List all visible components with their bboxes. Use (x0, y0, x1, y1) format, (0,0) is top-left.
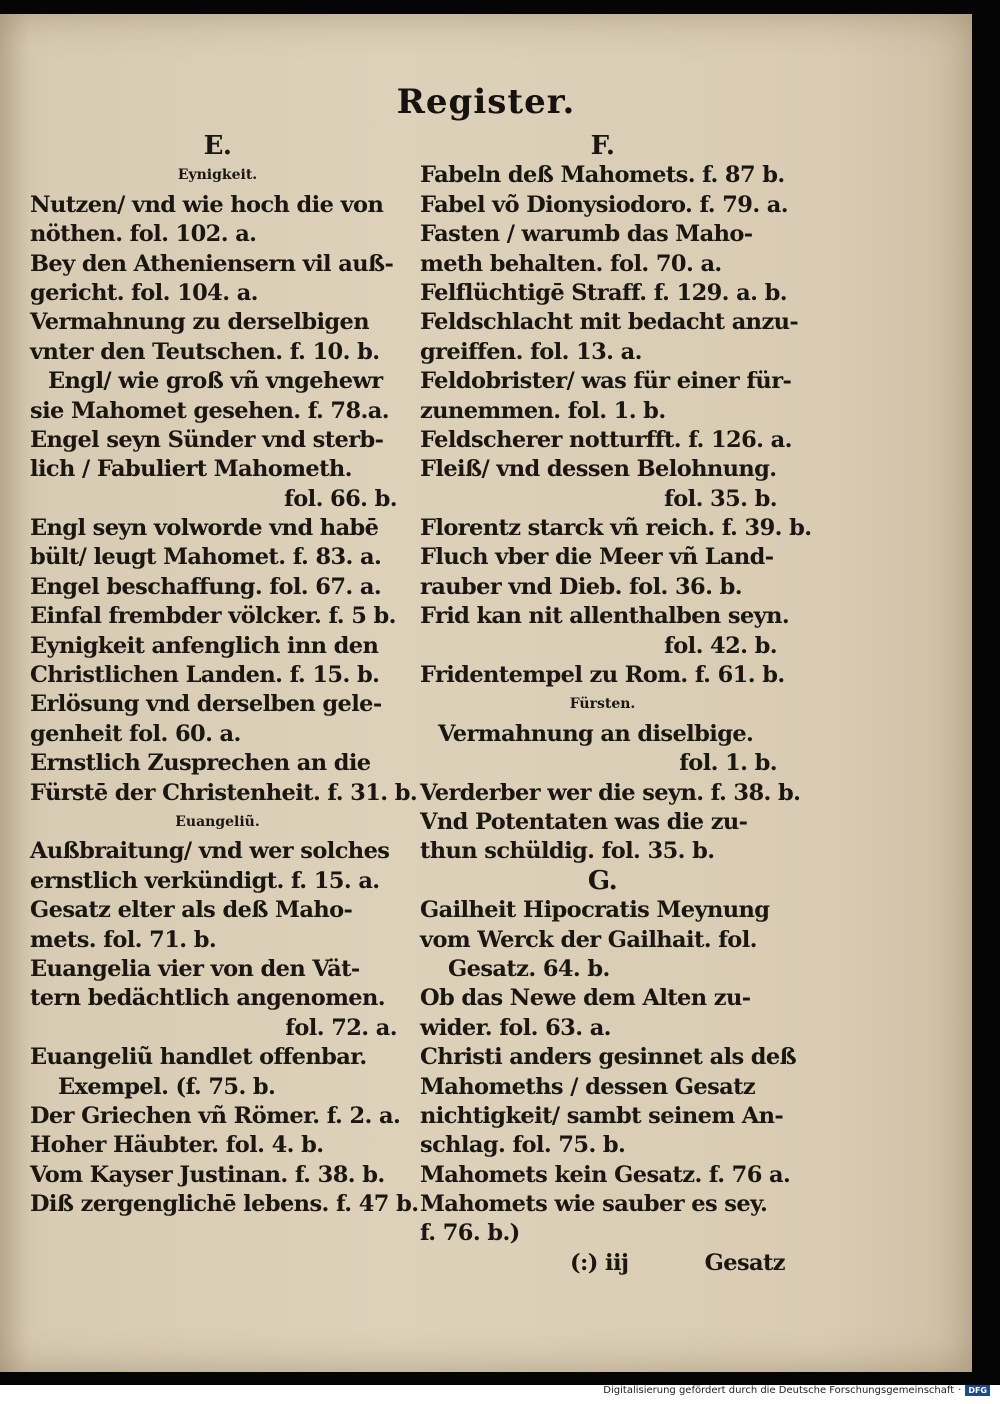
folio-reference: fol. 72. a. (285, 1014, 397, 1041)
index-entry-line: Mahomets kein Gesatz. f. 76 a. (420, 1161, 791, 1188)
index-entry-line: Nutzen/ vnd wie hoch die von (30, 191, 384, 218)
index-entry-line: Engel seyn Sünder vnd sterb- (30, 426, 384, 453)
index-entry-line: Fabel võ Dionysiodoro. f. 79. a. (420, 191, 788, 218)
index-entry-line: Verderber wer die seyn. f. 38. b. (420, 779, 801, 806)
index-entry-line: nichtigkeit/ sambt seinem An- (420, 1102, 784, 1129)
index-entry-line: Fleiß/ vnd dessen Belohnung. (420, 456, 777, 483)
book-page (0, 14, 972, 1372)
index-entry-line: vnter den Teutschen. f. 10. b. (30, 338, 380, 365)
index-entry-line: Fürstē der Christenheit. f. 31. b. (30, 779, 418, 806)
index-entry-line: Feldschlacht mit bedacht anzu- (420, 309, 799, 336)
index-entry-line: ernstlich verkündigt. f. 15. a. (30, 867, 380, 894)
index-entry-line: vom Werck der Gailhait. fol. (420, 926, 757, 953)
index-entry-line: Engl/ wie groß vñ vngehewr (48, 368, 383, 395)
index-entry-line: Mahomeths / dessen Gesatz (420, 1073, 756, 1100)
folio-reference: fol. 66. b. (284, 485, 397, 512)
index-entry-line: Einfal frembder völcker. f. 5 b. (30, 603, 396, 630)
index-entry-line: tern bedächtlich angenomen. (30, 985, 386, 1012)
folio-reference: fol. 1. b. (679, 750, 777, 777)
index-entry-line: Christlichen Landen. f. 15. b. (30, 662, 380, 689)
index-entry-line: Engl seyn volworde vnd habē (30, 515, 379, 542)
signature-line (420, 1249, 785, 1278)
index-entry-line: Felflüchtigē Straff. f. 129. a. b. (420, 279, 787, 306)
footer-credit: Digitalisierung gefördert durch die Deutsche Forschungsgemeinschaft (603, 1385, 955, 1396)
index-entry-line: Fluch vber die Meer vñ Land- (420, 544, 774, 571)
index-entry-line: Der Griechen vñ Römer. f. 2. a. (30, 1102, 401, 1129)
page-title: Register. (396, 82, 576, 122)
index-entry-line: Engel beschaffung. fol. 67. a. (30, 573, 382, 600)
index-entry-line: sie Mahomet gesehen. f. 78.a. (30, 397, 389, 424)
index-entry-line: Gailheit Hipocratis Meynung (420, 897, 770, 924)
index-entry-line: Mahomets wie sauber es sey. (420, 1191, 768, 1218)
index-entry-line: Fabeln deß Mahomets. f. 87 b. (420, 162, 785, 189)
subheading-with-reference: Gesatz. 64. b. (448, 955, 610, 982)
index-entry-line: Fridentempel zu Rom. f. 61. b. (420, 662, 785, 689)
index-entry-line: Außbraitung/ vnd wer solches (30, 838, 390, 865)
section-letter: G. (587, 865, 618, 896)
index-entry-line: lich / Fabuliert Mahometh. (30, 456, 352, 483)
index-entry-line: rauber vnd Dieb. fol. 36. b. (420, 573, 742, 600)
index-entry-line: Christi anders gesinnet als deß (420, 1044, 797, 1071)
index-entry-line: Vermahnung zu derselbigen (30, 309, 370, 336)
index-entry-line: Feldobrister/ was für einer für- (420, 368, 792, 395)
index-entry-line: Ob das Newe dem Alten zu- (420, 985, 751, 1012)
index-entry-line: Euangelia vier von den Vät- (30, 955, 360, 982)
folio-reference: fol. 42. b. (664, 632, 777, 659)
index-entry-line: Feldscherer notturfft. f. 126. a. (420, 426, 792, 453)
index-entry-line: zunemmen. fol. 1. b. (420, 397, 666, 424)
index-entry-line: gericht. fol. 104. a. (30, 279, 258, 306)
section-letter: E. (203, 131, 232, 161)
index-entry-line: Vom Kayser Justinan. f. 38. b. (30, 1161, 385, 1188)
folio-reference: fol. 35. b. (664, 485, 777, 512)
index-entry-line: genheit fol. 60. a. (30, 720, 241, 747)
index-entry-line: Fasten / warumb das Maho- (420, 221, 753, 248)
index-entry-line: Gesatz elter als deß Maho- (30, 897, 353, 924)
catchword: Gesatz (704, 1249, 785, 1276)
index-entry-line: Eynigkeit anfenglich inn den (30, 632, 379, 659)
index-entry-line: Vermahnung an diselbige. (438, 720, 754, 747)
index-entry-line: mets. fol. 71. b. (30, 926, 217, 953)
index-entry-line: greiffen. fol. 13. a. (420, 338, 642, 365)
subheading-with-reference: Exempel. (f. 75. b. (58, 1073, 276, 1100)
index-entry-line: meth behalten. fol. 70. a. (420, 250, 722, 277)
index-entry-line: schlag. fol. 75. b. (420, 1132, 626, 1159)
index-entry-line: Bey den Atheniensern vil auß- (30, 250, 394, 277)
section-letter: F. (590, 131, 615, 161)
subheading: Fürsten. (569, 696, 636, 713)
subheading: Eynigkeit. (177, 167, 258, 184)
index-entry-line: Florentz starck vñ reich. f. 39. b. (420, 515, 812, 542)
index-entry-line: f. 76. b.) (420, 1220, 520, 1247)
index-entry-line: wider. fol. 63. a. (420, 1014, 611, 1041)
dfg-logo: DFG (965, 1385, 990, 1396)
index-entry-line: bült/ leugt Mahomet. f. 83. a. (30, 544, 382, 571)
left-column (30, 131, 419, 1219)
index-entry-line: nöthen. fol. 102. a. (30, 221, 257, 248)
index-entry-line: Frid kan nit allenthalben seyn. (420, 603, 790, 630)
index-entry-line: Hoher Häubter. fol. 4. b. (30, 1132, 324, 1159)
index-entry-line: Erlösung vnd derselben gele- (30, 691, 382, 718)
index-entry-line: Euangeliũ handlet offenbar. (30, 1044, 367, 1071)
subheading: Euangeliũ. (175, 813, 260, 830)
index-entry-line: Vnd Potentaten was die zu- (420, 808, 748, 835)
signature-mark: (:) iij (570, 1249, 629, 1276)
right-column (420, 131, 812, 1278)
index-entry-line: Ernstlich Zusprechen an die (30, 750, 371, 777)
footer-separator: · (958, 1385, 962, 1396)
digitization-footer (603, 1385, 990, 1396)
index-entry-line: Diß zergenglichē lebens. f. 47 b. (30, 1191, 419, 1218)
index-entry-line: thun schüldig. fol. 35. b. (420, 838, 715, 865)
